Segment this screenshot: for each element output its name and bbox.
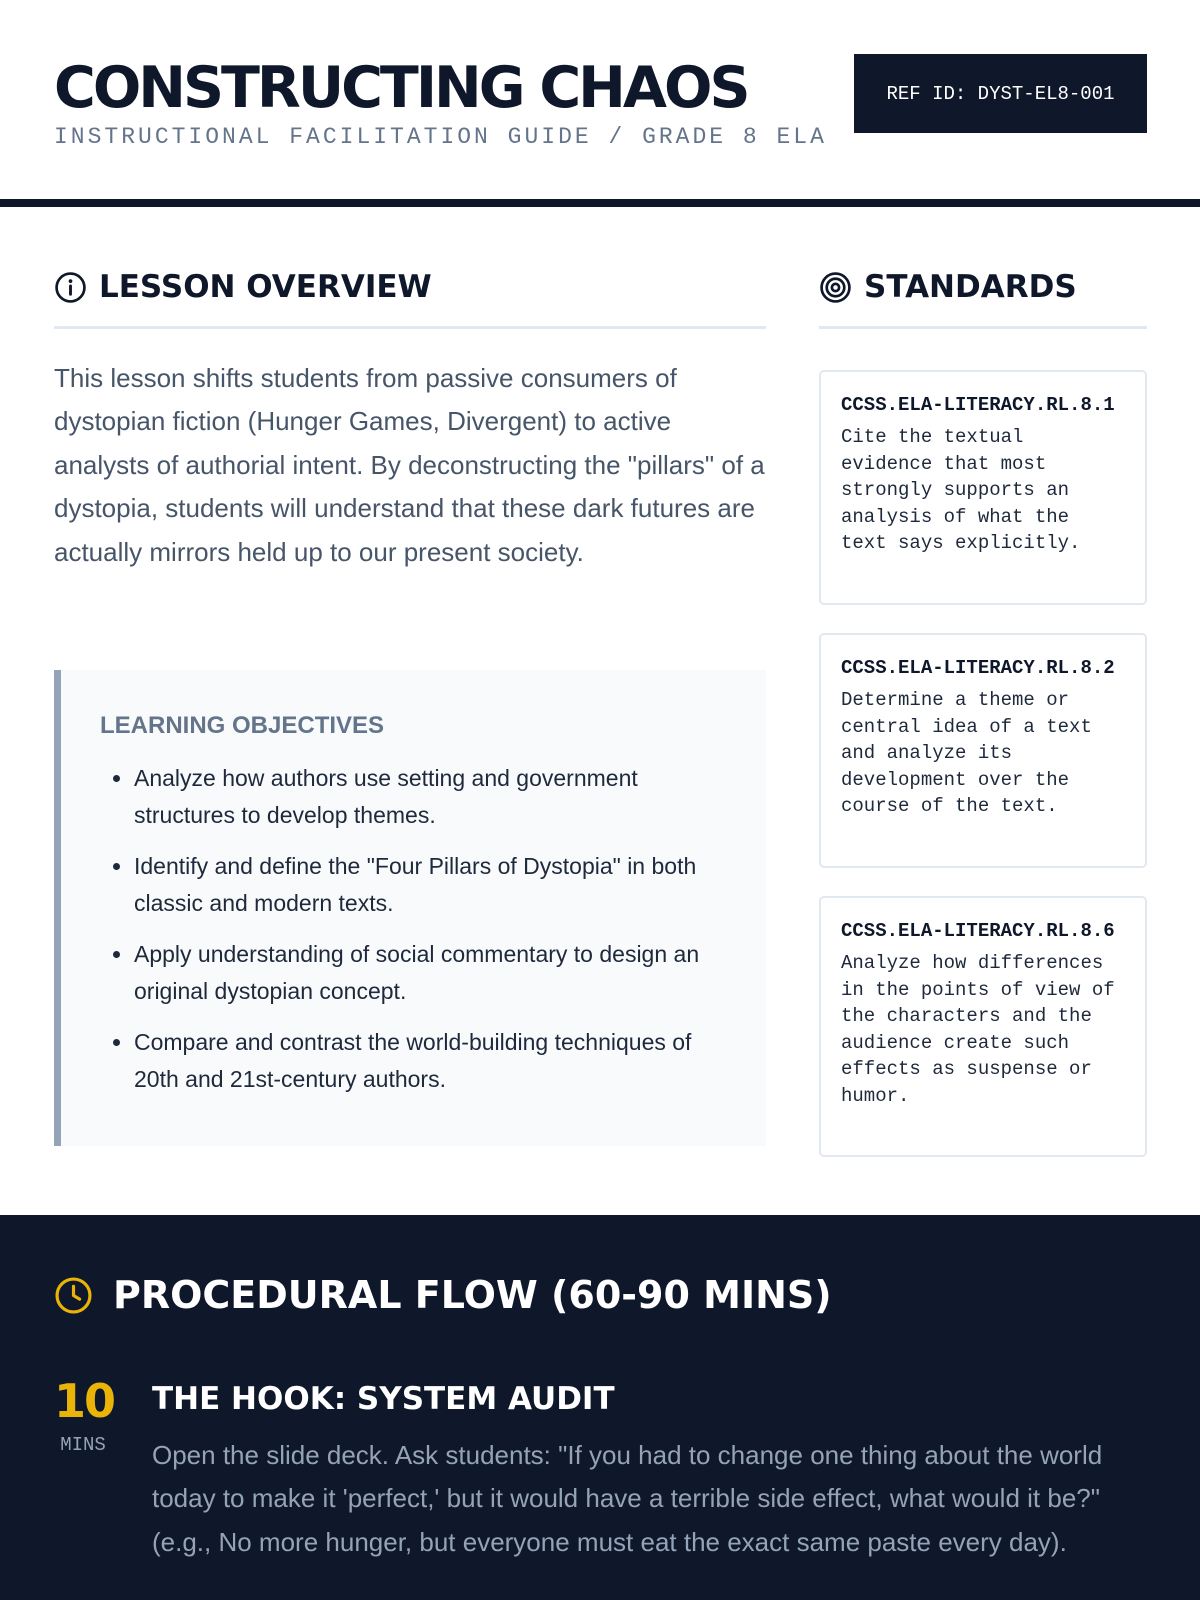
info-icon [54,271,87,304]
page-title: CONSTRUCTING CHAOS [54,55,748,121]
standard-code: CCSS.ELA-LITERACY.RL.8.6 [841,920,1115,942]
flow-heading-label: PROCEDURAL FLOW (60-90 MINS) [113,1273,832,1317]
standard-card [819,633,1147,868]
step-title: THE HOOK: SYSTEM AUDIT [152,1381,615,1417]
standard-description: Determine a theme or central idea of a text and analyze its development over the course of the text. [841,689,1092,817]
overview-heading-label: LESSON OVERVIEW [99,269,432,305]
ref-id-badge: REF ID: DYST-EL8-001 [854,54,1147,133]
objective-item: • Identify and define the "Four Pillars of Dystopia" in both classic and modern texts. [134,848,726,922]
objective-item: • Apply understanding of social commentary to design an original dystopian concept. [134,936,726,1010]
objective-item: • Compare and contrast the world-building techniques of 20th and 21st-century authors. [134,1024,726,1098]
standards-heading [819,267,1147,329]
procedural-flow [0,1215,1200,1600]
main-content [0,207,1200,1215]
page-header [0,0,1200,207]
objectives-list [100,760,726,1098]
step-minutes: 10 [54,1374,115,1428]
target-icon [819,271,852,304]
clock-icon [54,1276,93,1315]
standard-card [819,370,1147,605]
learning-objectives [54,670,766,1146]
standards-heading-label: STANDARDS [864,269,1077,305]
standard-description: Analyze how differences in the points of view of the characters and the audience create such effects as suspense or humor. [841,952,1115,1107]
standard-code: CCSS.ELA-LITERACY.RL.8.2 [841,657,1115,679]
standard-code: CCSS.ELA-LITERACY.RL.8.1 [841,394,1115,416]
flow-heading [54,1271,832,1319]
standard-description: Cite the textual evidence that most strongly supports an analysis of what the text says explicitly. [841,426,1081,554]
overview-heading [54,267,766,329]
objectives-title: LEARNING OBJECTIVES [100,712,385,739]
step-description: Open the slide deck. Ask students: "If you had to change one thing about the world today to make it 'perfect,' but it would have a terrible side effect, what would it be?" (e.g., No more hunger, but everyone must eat the exact same paste every day). [152,1440,1103,1557]
overview-text: This lesson shifts students from passive consumers of dystopian fiction (Hunger Games, Divergent) to active analysts of authorial intent. By deconstructing the "pillars" of a dystopia, students will understand that these dark futures are actually mirrors held up to our present society. [54,363,765,567]
page-subtitle: INSTRUCTIONAL FACILITATION GUIDE / GRADE 8 ELA [54,124,827,150]
standard-card [819,896,1147,1157]
step-minutes-unit: MINS [60,1434,106,1456]
objective-item: • Analyze how authors use setting and government structures to develop themes. [134,760,726,834]
